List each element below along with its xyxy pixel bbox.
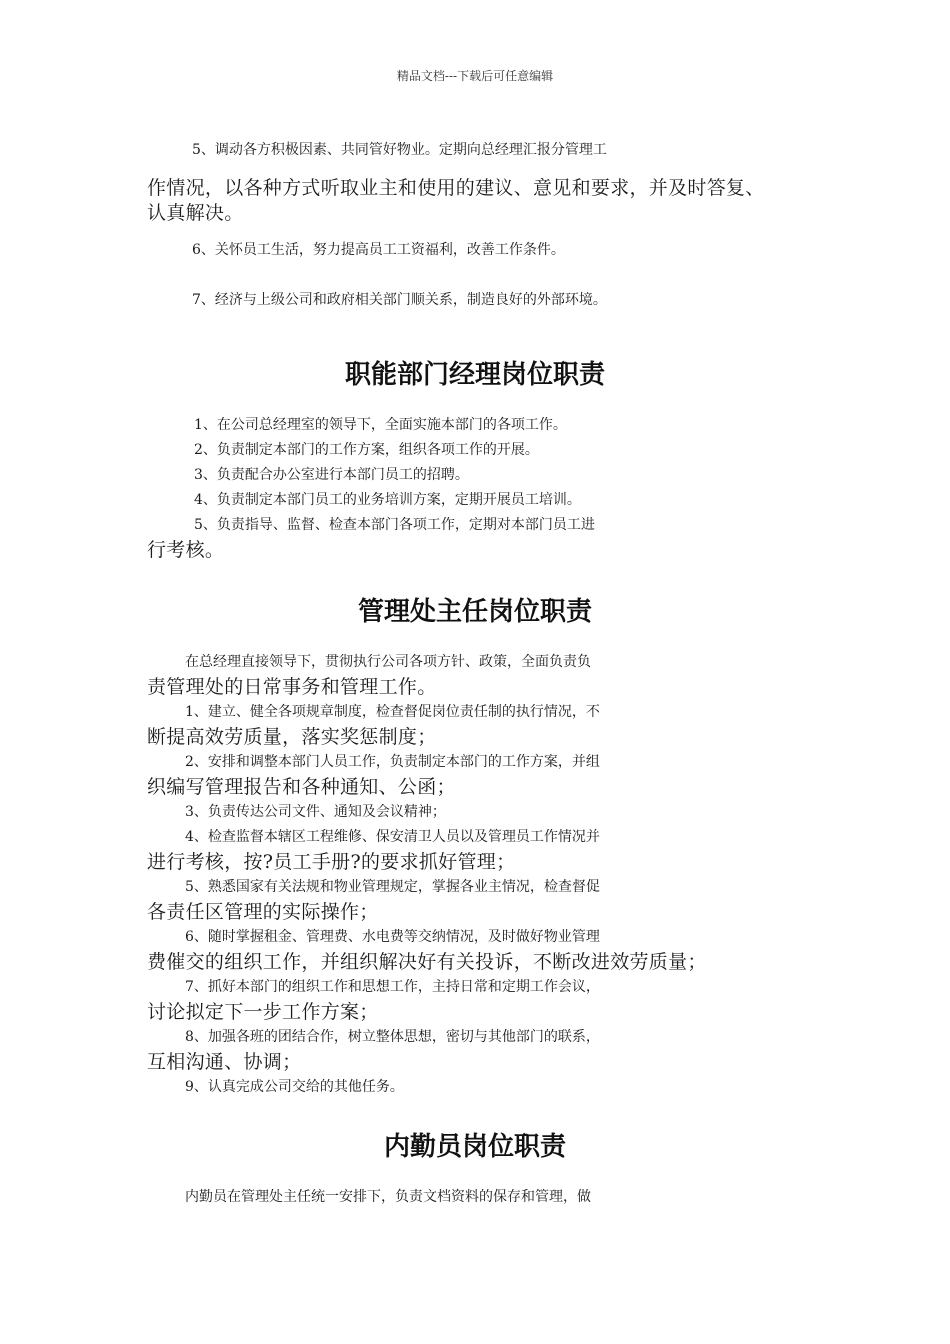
- paragraph-line: 6、关怀员工生活，努力提高员工工资福利，改善工作条件。: [192, 242, 565, 258]
- paragraph-line: 各责任区管理的实际操作；: [147, 901, 379, 923]
- paragraph-line: 互相沟通、协调；: [147, 1051, 302, 1073]
- paragraph-line: 3、负责传达公司文件、通知及会议精神；: [185, 804, 446, 820]
- paragraph-line: 5、熟悉国家有关法规和物业管理规定，掌握各业主情况，检查督促: [185, 879, 600, 895]
- paragraph-line: 织编写管理报告和各种通知、公函；: [147, 776, 456, 798]
- paragraph-line: 2、安排和调整本部门人员工作，负责制定本部门的工作方案，并组: [185, 754, 600, 770]
- paragraph-line: 7、经济与上级公司和政府相关部门顺关系，制造良好的外部环境。: [192, 292, 607, 308]
- page-header: 精品文档---下载后可任意编辑: [396, 69, 554, 83]
- section-heading: 内勤员岗位职责: [383, 1132, 566, 1162]
- paragraph-line: 5、负责指导、监督、检查本部门各项工作，定期对本部门员工进: [194, 517, 595, 533]
- paragraph-line: 行考核。: [147, 539, 225, 561]
- paragraph-line: 9、认真完成公司交给的其他任务。: [185, 1079, 404, 1095]
- paragraph-line: 4、负责制定本部门员工的业务培训方案，定期开展员工培训。: [194, 492, 581, 508]
- paragraph-line: 内勤员在管理处主任统一安排下，负责文档资料的保存和管理，做: [185, 1189, 591, 1205]
- paragraph-line: 7、抓好本部门的组织工作和思想工作，主持日常和定期工作会议，: [185, 979, 600, 995]
- paragraph-line: 1、在公司总经理室的领导下，全面实施本部门的各项工作。: [194, 417, 567, 433]
- paragraph-line: 作情况，以各种方式听取业主和使用的建议、意见和要求，并及时答复、: [147, 177, 765, 199]
- paragraph-line: 6、随时掌握租金、管理费、水电费等交纳情况，及时做好物业管理: [185, 929, 600, 945]
- section-heading: 管理处主任岗位职责: [357, 597, 592, 627]
- paragraph-line: 3、负责配合办公室进行本部门员工的招聘。: [194, 467, 469, 483]
- paragraph-line: 在总经理直接领导下，贯彻执行公司各项方针、政策，全面负责负: [185, 654, 591, 670]
- paragraph-line: 认真解决。: [147, 202, 244, 224]
- paragraph-line: 8、加强各班的团结合作，树立整体思想，密切与其他部门的联系，: [185, 1029, 600, 1045]
- paragraph-line: 进行考核，按?员工手册?的要求抓好管理；: [147, 851, 516, 873]
- paragraph-line: 断提高效劳质量，落实奖惩制度；: [147, 726, 437, 748]
- paragraph-line: 5、调动各方积极因素、共同管好物业。定期向总经理汇报分管理工: [192, 142, 607, 158]
- paragraph-line: 1、建立、健全各项规章制度，检查督促岗位责任制的执行情况，不: [185, 704, 600, 720]
- paragraph-line: 责管理处的日常事务和管理工作。: [147, 676, 437, 698]
- section-heading: 职能部门经理岗位职责: [344, 360, 605, 390]
- paragraph-line: 2、负责制定本部门的工作方案，组织各项工作的开展。: [194, 442, 539, 458]
- paragraph-line: 4、检查监督本辖区工程维修、保安清卫人员以及管理员工作情况并: [185, 829, 600, 845]
- paragraph-line: 讨论拟定下一步工作方案；: [147, 1001, 379, 1023]
- paragraph-line: 费催交的组织工作，并组织解决好有关投诉，不断改进效劳质量；: [147, 951, 707, 973]
